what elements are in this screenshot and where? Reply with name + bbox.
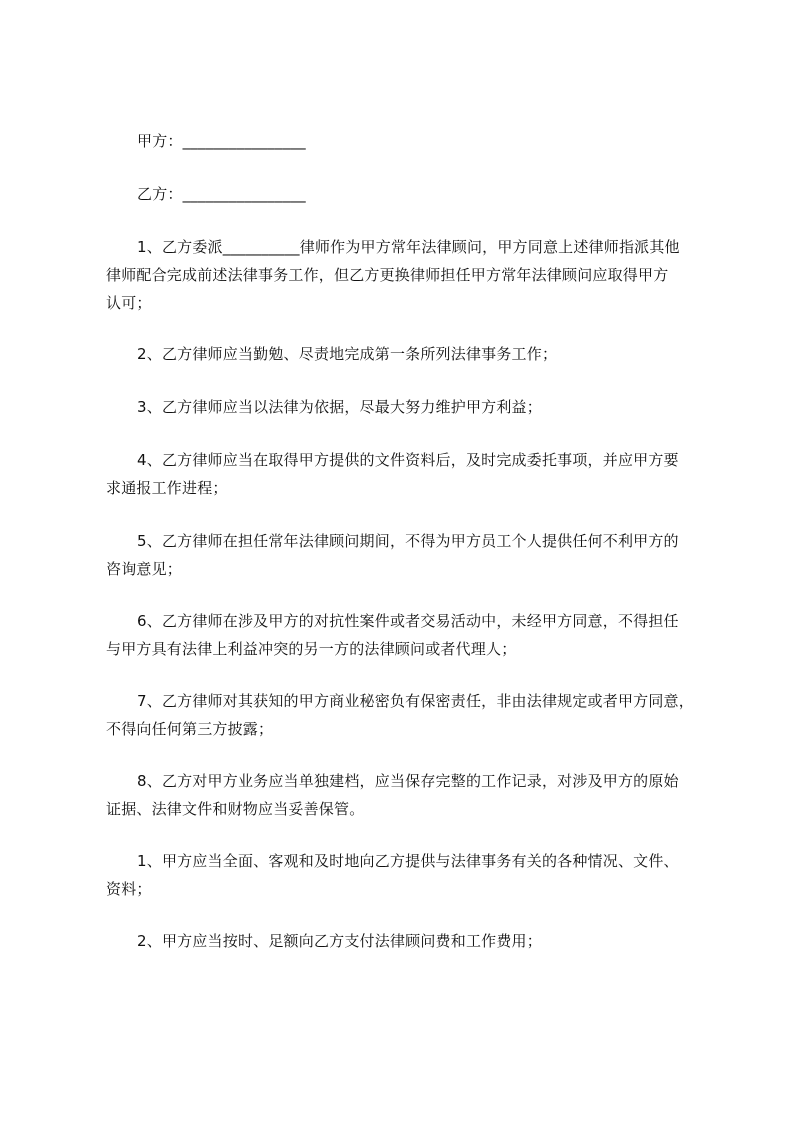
clause-a2-line1: 2、甲方应当按时、足额向乙方支付法律顾问费和工作费用； xyxy=(137,932,542,950)
clause-b4-line1: 4、乙方律师应当在取得甲方提供的文件资料后，及时完成委托事项，并应甲方要 xyxy=(137,451,679,469)
clause-b6-line2: 与甲方具有法律上利益冲突的另一方的法律顾问或者代理人； xyxy=(106,640,517,658)
clause-b1-line1: 1、乙方委派__________律师作为甲方常年法律顾问，甲方同意上述律师指派其他 xyxy=(137,238,680,256)
clause-b1-line2: 律师配合完成前述法律事务工作，但乙方更换律师担任甲方常年法律顾问应取得甲方 xyxy=(106,266,669,284)
clause-b8-line2: 证据、法律文件和财物应当妥善保管。 xyxy=(106,800,365,818)
clause-b3-line1: 3、乙方律师应当以法律为依据，尽最大努力维护甲方利益； xyxy=(137,398,542,416)
clause-b5-line1: 5、乙方律师在担任常年法律顾问期间，不得为甲方员工个人提供任何不利甲方的 xyxy=(137,532,679,550)
clause-b7-line2: 不得向任何第三方披露； xyxy=(106,720,274,738)
party-a-line: 甲方：________________ xyxy=(137,132,306,150)
clause-b4-line2: 求通报工作进程； xyxy=(106,479,228,497)
clause-a1-line2: 资料； xyxy=(106,880,152,898)
clause-b6-line1: 6、乙方律师在涉及甲方的对抗性案件或者交易活动中，未经甲方同意，不得担任 xyxy=(137,612,679,630)
clause-b7-line1: 7、乙方律师对其获知的甲方商业秘密负有保密责任，非由法律规定或者甲方同意， xyxy=(137,692,694,710)
party-b-line: 乙方：________________ xyxy=(137,185,306,203)
clause-b8-line1: 8、乙方对甲方业务应当单独建档，应当保存完整的工作记录，对涉及甲方的原始 xyxy=(137,772,679,790)
clause-a1-line1: 1、甲方应当全面、客观和及时地向乙方提供与法律事务有关的各种情况、文件、 xyxy=(137,852,679,870)
clause-b5-line2: 咨询意见； xyxy=(106,560,183,578)
clause-b2-line1: 2、乙方律师应当勤勉、尽责地完成第一条所列法律事务工作； xyxy=(137,345,558,363)
clause-b1-line3: 认可； xyxy=(106,294,152,312)
